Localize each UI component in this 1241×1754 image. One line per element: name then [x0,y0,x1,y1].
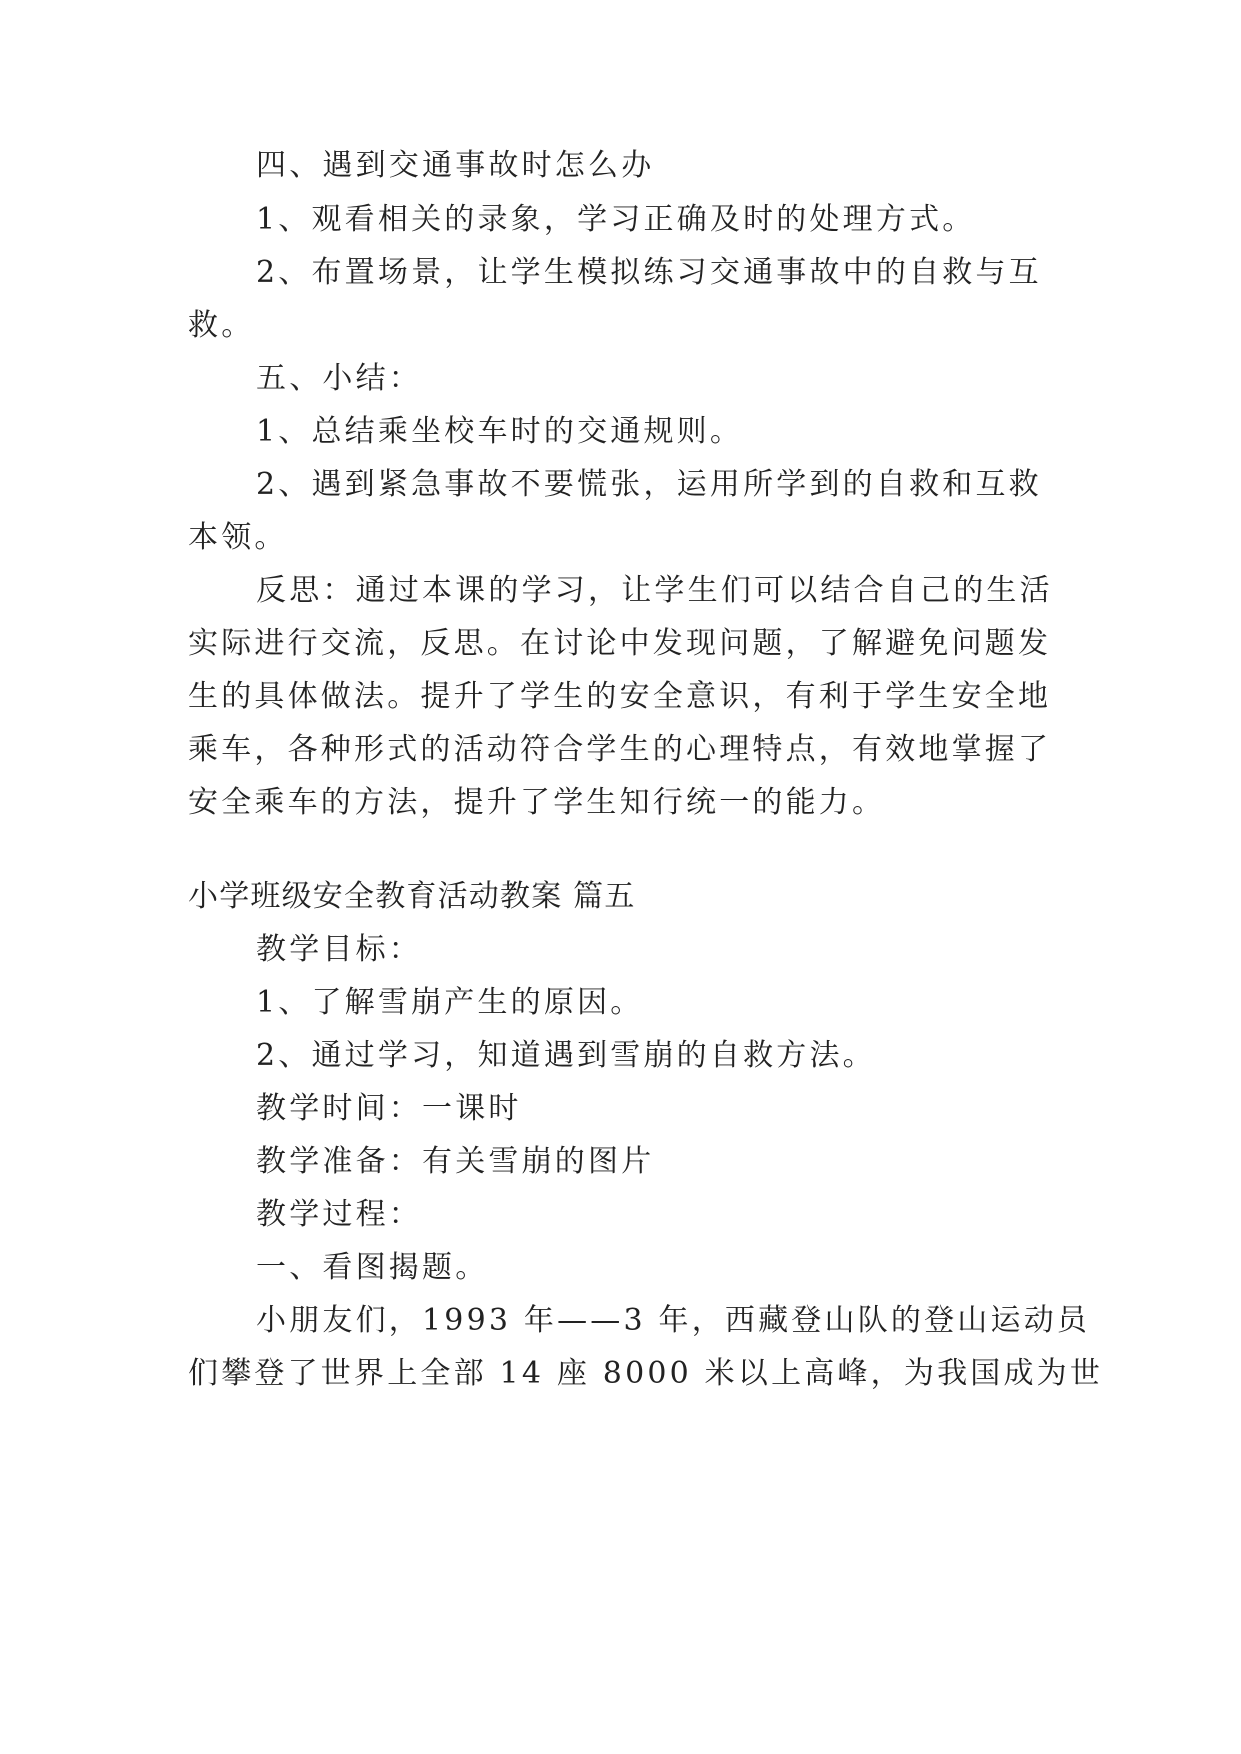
section4-item2-line1: 2、布置场景，让学生模拟练习交通事故中的自救与互 [256,255,1042,290]
step1: 一、看图揭题。 [256,1250,489,1285]
section5-item2-line2: 本领。 [188,520,288,555]
section5-item2-line1: 2、遇到紧急事故不要慌张，运用所学到的自救和互救 [256,467,1042,502]
reflection-line5: 安全乘车的方法，提升了学生知行统一的能力。 [188,785,886,820]
part5-heading: 小学班级安全教育活动教案 篇五 [188,879,636,914]
objective1: 1、了解雪崩产生的原因。 [256,985,644,1020]
section5-item1: 1、总结乘坐校车时的交通规则。 [256,414,744,449]
section4-item2-line2: 救。 [188,308,255,343]
paragraph-line1: 小朋友们，1993 年——3 年，西藏登山队的登山运动员 [256,1303,1091,1338]
paragraph-line2: 们攀登了世界上全部 14 座 8000 米以上高峰，为我国成为世 [188,1356,1104,1391]
reflection-line4: 乘车，各种形式的活动符合学生的心理特点，有效地掌握了 [188,732,1052,767]
objectives-label: 教学目标： [256,932,422,967]
reflection-line1: 反思：通过本课的学习，让学生们可以结合自己的生活 [256,573,1053,608]
reflection-line3: 生的具体做法。提升了学生的安全意识，有利于学生安全地 [188,679,1052,714]
process-label: 教学过程： [256,1197,422,1232]
reflection-line2: 实际进行交流，反思。在讨论中发现问题，了解避免问题发 [188,626,1052,661]
section4-item1: 1、观看相关的录象，学习正确及时的处理方式。 [256,202,976,237]
objective2: 2、通过学习，知道遇到雪崩的自救方法。 [256,1038,876,1073]
section5-title: 五、小结： [256,361,422,396]
teaching-time: 教学时间：一课时 [256,1091,522,1126]
section4-title: 四、遇到交通事故时怎么办 [256,148,655,183]
teaching-preparation: 教学准备：有关雪崩的图片 [256,1144,655,1179]
